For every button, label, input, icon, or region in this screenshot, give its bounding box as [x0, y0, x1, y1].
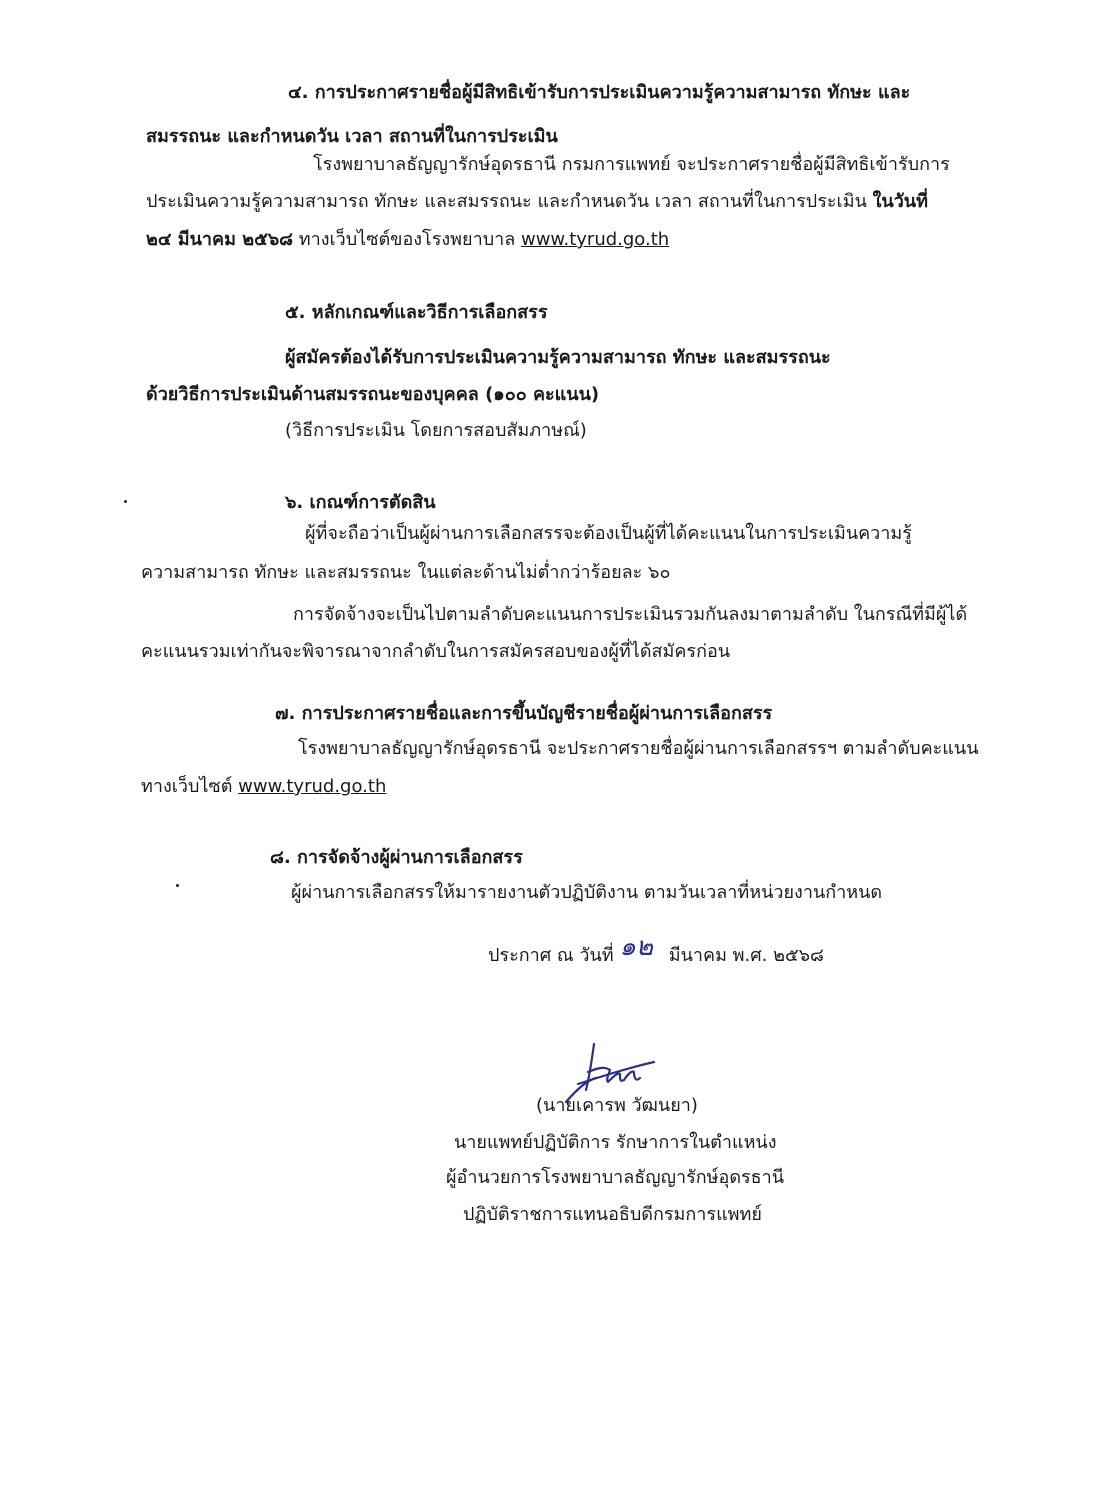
section4-date: ๒๔ มีนาคม ๒๕๖๘ [146, 229, 294, 250]
section8-heading: ๘. การจัดจ้างผู้ผ่านการเลือกสรร [270, 847, 523, 868]
announcement-prefix: ประกาศ ณ วันที่ [488, 945, 614, 966]
section4-body-line1: โรงพยาบาลธัญญารักษ์อุดรธานี กรมการแพทย์ จะประกาศรายชื่อผู้มีสิทธิเข้ารับการ [313, 154, 950, 175]
section4-body-line2-text: ประเมินความรู้ความสามารถ ทักษะ และสมรรถนะ และกำหนดวัน เวลา สถานที่ในการประเมิน [146, 191, 873, 212]
signatory-name: (นายเคารพ วัฒนยา) [536, 1095, 698, 1116]
section8-body-line1: ผู้ผ่านการเลือกสรรให้มารายงานตัวปฏิบัติงาน ตามวันเวลาที่หน่วยงานกำหนด [291, 882, 883, 903]
signatory-title-line2: ผู้อำนวยการโรงพยาบาลธัญญารักษ์อุดรธานี [446, 1167, 785, 1188]
section6-heading: ๖. เกณฑ์การตัดสิน [285, 492, 436, 513]
section7-body-line2 [141, 774, 386, 800]
section4-body-line3 [146, 227, 669, 253]
section4-heading-line1: ๔. การประกาศรายชื่อผู้มีสิทธิเข้ารับการประเมินความรู้ความสามารถ ทักษะ และ [288, 82, 911, 103]
section6-body-line2: ความสามารถ ทักษะ และสมรรถนะ ในแต่ละด้านไม่ต่ำกว่าร้อยละ ๖๐ [141, 562, 671, 583]
section4-website-text: ทางเว็บไซต์ของโรงพยาบาล [293, 229, 521, 250]
section5-heading: ๕. หลักเกณฑ์และวิธีการเลือกสรร [285, 302, 548, 323]
announcement-date [488, 932, 824, 969]
section6-body-line1: ผู้ที่จะถือว่าเป็นผู้ผ่านการเลือกสรรจะต้องเป็นผู้ที่ได้คะแนนในการประเมินความรู้ [305, 523, 912, 544]
signatory-title-line1: นายแพทย์ปฏิบัติการ รักษาการในตำแหน่ง [454, 1132, 777, 1153]
section7-website-link[interactable]: www.tyrud.go.th [238, 776, 387, 797]
section7-body-line1: โรงพยาบาลธัญญารักษ์อุดรธานี จะประกาศรายชื่อผู้ผ่านการเลือกสรรฯ ตามลำดับคะแนน [298, 738, 979, 759]
scan-speck [176, 884, 179, 887]
section4-date-intro: ในวันที่ [872, 191, 928, 212]
section5-body-line1: ผู้สมัครต้องได้รับการประเมินความรู้ความสามารถ ทักษะ และสมรรถนะ [285, 347, 831, 368]
announcement-month-year: มีนาคม พ.ศ. ๒๕๖๘ [668, 945, 824, 966]
handwritten-day: ๑๒ [619, 932, 654, 962]
section4-body-line2 [146, 189, 928, 215]
section5-body-line3: (วิธีการประเมิน โดยการสอบสัมภาษณ์) [285, 420, 587, 441]
section7-website-text: ทางเว็บไซต์ [141, 776, 239, 797]
section4-website-link[interactable]: www.tyrud.go.th [520, 229, 670, 250]
section7-heading: ๗. การประกาศรายชื่อและการขึ้นบัญชีรายชื่อผู้ผ่านการเลือกสรร [275, 703, 773, 724]
signatory-title-line3: ปฏิบัติราชการแทนอธิบดีกรมการแพทย์ [463, 1204, 762, 1225]
scan-speck [124, 500, 127, 503]
section6-body-line4: คะแนนรวมเท่ากันจะพิจารณาจากลำดับในการสมัครสอบของผู้ที่ได้สมัครก่อน [141, 641, 731, 662]
section4-heading-line2: สมรรถนะ และกำหนดวัน เวลา สถานที่ในการประเมิน [146, 126, 558, 147]
section5-body-line2: ด้วยวิธีการประเมินด้านสมรรถนะของบุคคล (๑๐๐ คะแนน) [146, 384, 600, 405]
section6-body-line3: การจัดจ้างจะเป็นไปตามลำดับคะแนนการประเมินรวมกันลงมาตามลำดับ ในกรณีที่มีผู้ได้ [293, 604, 968, 625]
